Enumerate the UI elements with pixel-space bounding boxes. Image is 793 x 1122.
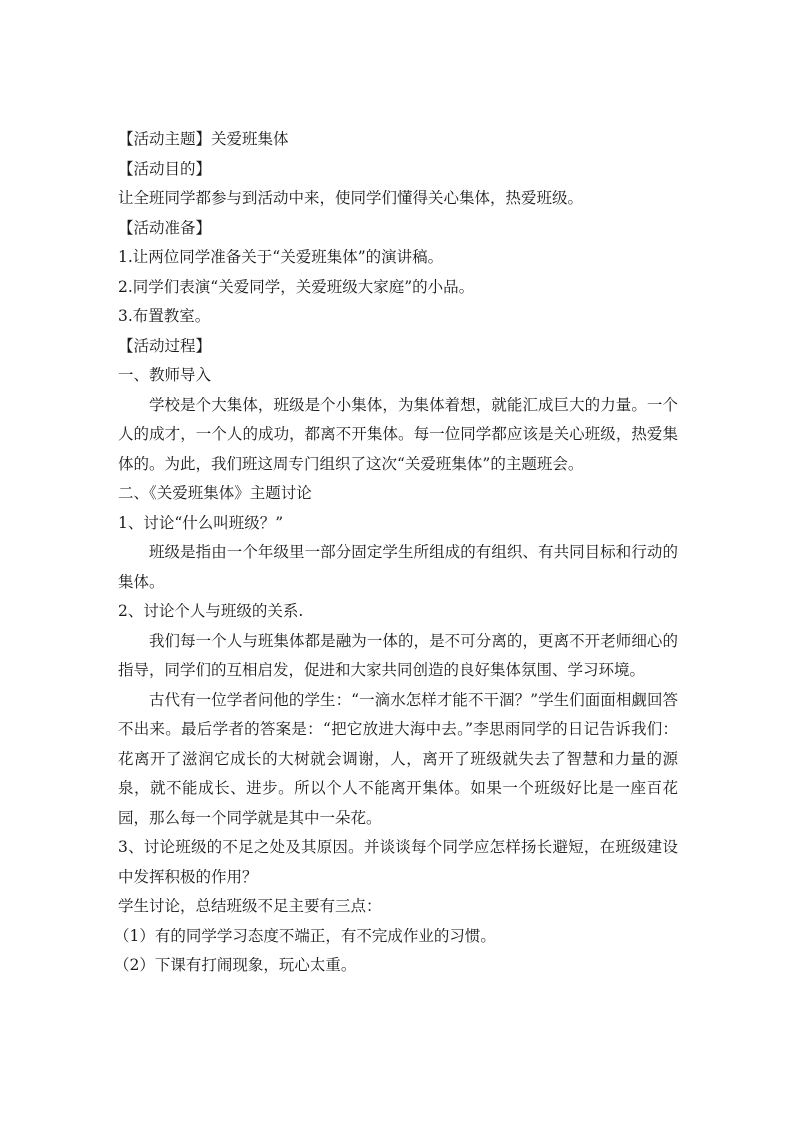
discussion-paragraph: 班级是指由一个年级里一部分固定学生所组成的有组织、有共同目标和行动的集体。 (118, 543, 678, 591)
process-heading: 【活动过程】 (118, 336, 212, 355)
purpose-heading: 【活动目的】 (118, 159, 212, 178)
section-title: 二、《关爱班集体》主题讨论 (118, 484, 312, 502)
section-title: 一、教师导入 (118, 366, 212, 384)
shortcoming-item: （1）有的同学学习态度不端正，有不完成作业的习惯。 (114, 926, 496, 945)
shortcoming-item: （2）下课有打闹现象，玩心太重。 (114, 956, 357, 974)
discussion-question: 3、讨论班级的不足之处及其原因。并谈谈每个同学应怎样扬长避短，在班级建设中发挥积极的作用？ (118, 838, 678, 886)
preparation-item: 3.布置教室。 (118, 307, 211, 325)
discussion-paragraph: 我们每一个人与班集体都是融为一体的，是不可分离的，更离不开老师细心的指导，同学们的互相启发，促进和大家共同创造的良好集体氛围、学习环境。 (118, 631, 678, 679)
preparation-heading: 【活动准备】 (118, 218, 212, 237)
discussion-question: 2、讨论个人与班级的关系. (118, 602, 304, 620)
preparation-item: 1.让两位同学准备关于“关爱班集体”的演讲稿。 (118, 248, 444, 266)
document-page (114, 125, 678, 981)
section-paragraph: 学校是个大集体，班级是个小集体，为集体着想，就能汇成巨大的力量。一个人的成才，一个人的成功，都离不开集体。每一位同学都应该是关心班级，热爱集体的。为此，我们班这周专门组织了这次“关爱班集体”的主题班会。 (118, 395, 678, 473)
discussion-question: 1、讨论“什么叫班级？” (118, 513, 284, 532)
discussion-paragraph: 古代有一位学者问他的学生：“一滴水怎样才能不干涸？”学生们面面相觑回答不出来。最后学者的答案是：“把它放进大海中去。”李思雨同学的日记告诉我们：花离开了滋润它成长的大树就会调谢，人，离开了班级就失去了智慧和力量的源泉，就不能成长、进步。所以个人不能离开集体。如果一个班级好比是一座百花园，那么每一个同学就是其中一朵花。 (118, 690, 678, 827)
activity-theme: 【活动主题】关爱班集体 (118, 130, 289, 148)
purpose-text: 让全班同学都参与到活动中来，使同学们懂得关心集体，热爱班级。 (118, 189, 584, 207)
summary-intro: 学生讨论，总结班级不足主要有三点： (118, 897, 382, 915)
preparation-item: 2.同学们表演“关爱同学，关爱班级大家庭”的小品。 (118, 277, 475, 296)
